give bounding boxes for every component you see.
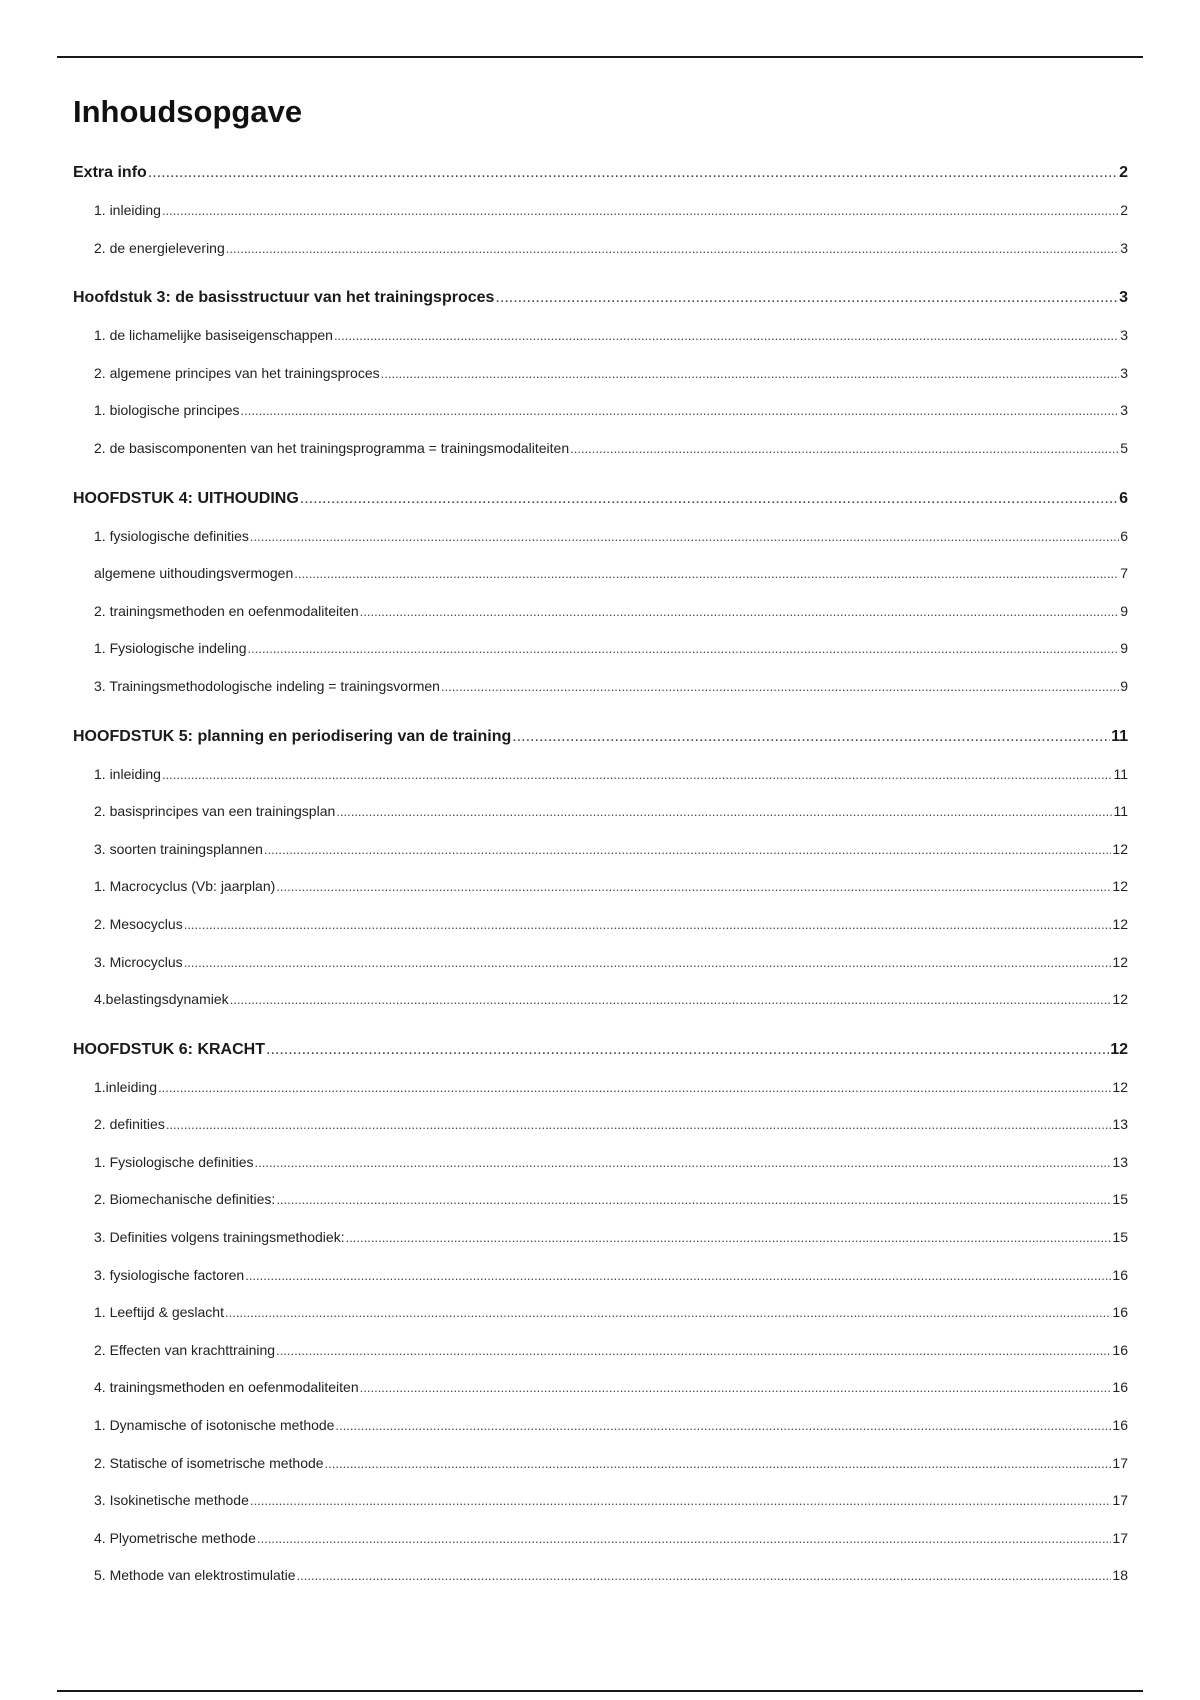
- toc-dot-leader: [266, 1031, 1109, 1069]
- toc-dot-leader: [381, 355, 1120, 393]
- toc-section-entry[interactable]: [73, 1332, 1128, 1370]
- toc-dot-leader: [276, 868, 1111, 906]
- toc-entry-page-number: 12: [1112, 953, 1128, 970]
- toc-section-entry[interactable]: [73, 1482, 1128, 1520]
- toc-dot-leader: [226, 230, 1119, 268]
- toc-dot-leader: [360, 593, 1120, 631]
- toc-section-entry[interactable]: [73, 1294, 1128, 1332]
- toc-entry-label: 4.belastingsdynamiek: [94, 991, 229, 1008]
- toc-entry-page-number: 16: [1112, 1266, 1128, 1283]
- toc-section-entry[interactable]: [73, 593, 1128, 631]
- toc-entry-label: 2. Effecten van krachttraining: [94, 1341, 276, 1358]
- toc-dot-leader: [248, 630, 1120, 668]
- toc-entry-page-number: 12: [1112, 1078, 1128, 1095]
- toc-entry-page-number: 3: [1120, 364, 1128, 381]
- toc-section-entry[interactable]: [73, 1445, 1128, 1483]
- toc-entry-page-number: 12: [1112, 915, 1128, 932]
- toc-entry-list: [73, 154, 1128, 1595]
- toc-dot-leader: [495, 279, 1118, 317]
- toc-entry-label: 1. Fysiologische definities: [94, 1153, 254, 1170]
- toc-section-entry[interactable]: [73, 793, 1128, 831]
- toc-dot-leader: [245, 1257, 1111, 1295]
- toc-section-entry[interactable]: [73, 430, 1128, 468]
- toc-entry-label: 2. de energielevering: [94, 239, 225, 256]
- toc-entry-page-number: 3: [1120, 239, 1128, 256]
- header-rule: [57, 56, 1143, 58]
- toc-dot-leader: [441, 668, 1119, 706]
- toc-section-entry[interactable]: [73, 1407, 1128, 1445]
- toc-dot-leader: [225, 1294, 1111, 1332]
- toc-dot-leader: [570, 430, 1119, 468]
- toc-section-entry[interactable]: [73, 831, 1128, 869]
- toc-entry-label: 1.inleiding: [94, 1078, 158, 1095]
- toc-dot-leader: [300, 480, 1118, 518]
- toc-dot-leader: [250, 1482, 1112, 1520]
- toc-dot-leader: [346, 1219, 1112, 1257]
- toc-dot-leader: [360, 1369, 1112, 1407]
- toc-entry-label: 1. inleiding: [94, 202, 161, 218]
- toc-entry-label: 4. trainingsmethoden en oefenmodaliteiten: [94, 1379, 359, 1396]
- toc-entry-page-number: 12: [1112, 840, 1128, 857]
- toc-dot-leader: [264, 831, 1112, 869]
- toc-entry-page-number: 13: [1112, 1116, 1128, 1133]
- toc-entry-page-number: 15: [1112, 1229, 1128, 1246]
- toc-entry-label: 3. fysiologische factoren: [94, 1266, 245, 1283]
- toc-entry-label: algemene uithoudingsvermogen: [94, 565, 294, 582]
- toc-section-entry[interactable]: [73, 1369, 1128, 1407]
- toc-dot-leader: [250, 518, 1119, 556]
- toc-entry-label: HOOFDSTUK 4: UITHOUDING: [73, 489, 299, 507]
- toc-dot-leader: [230, 981, 1112, 1019]
- toc-entry-label: 2. definities: [94, 1116, 165, 1133]
- toc-entry-page-number: 3: [1120, 402, 1128, 419]
- toc-entry-page-number: 6: [1119, 489, 1128, 507]
- toc-dot-leader: [162, 756, 1113, 794]
- toc-entry-page-number: 9: [1120, 602, 1128, 619]
- toc-entry-page-number: 16: [1112, 1304, 1128, 1321]
- toc-entry-page-number: 17: [1112, 1492, 1128, 1509]
- toc-section-entry[interactable]: [73, 1557, 1128, 1595]
- toc-section-entry[interactable]: [73, 192, 1128, 230]
- toc-entry-label: Extra info: [73, 164, 147, 181]
- toc-section-entry[interactable]: [73, 230, 1128, 268]
- toc-section-entry[interactable]: [73, 555, 1128, 593]
- toc-dot-leader: [294, 555, 1119, 593]
- toc-section-entry[interactable]: [73, 906, 1128, 944]
- toc-entry-label: 2. algemene principes van het trainingsproces: [94, 364, 380, 381]
- toc-section-entry[interactable]: [73, 392, 1128, 430]
- toc-section-entry[interactable]: [73, 668, 1128, 706]
- toc-entry-page-number: 12: [1110, 1040, 1128, 1058]
- toc-dot-leader: [255, 1144, 1112, 1182]
- toc-entry-page-number: 12: [1112, 991, 1128, 1008]
- table-of-contents: [73, 92, 1128, 1595]
- toc-section-entry[interactable]: [73, 630, 1128, 668]
- toc-entry-label: 5. Methode van elektrostimulatie: [94, 1567, 296, 1584]
- toc-entry-label: 1. fysiologische definities: [94, 527, 249, 544]
- toc-section-entry[interactable]: [73, 355, 1128, 393]
- toc-dot-leader: [325, 1445, 1112, 1483]
- footer-rule: [57, 1690, 1143, 1692]
- toc-entry-label: 3. soorten trainingsplannen: [94, 840, 263, 857]
- toc-entry-page-number: 17: [1112, 1454, 1128, 1471]
- toc-entry-page-number: 18: [1112, 1567, 1128, 1584]
- toc-entry-page-number: 9: [1120, 640, 1128, 657]
- toc-entry-page-number: 16: [1112, 1341, 1128, 1358]
- toc-dot-leader: [276, 1332, 1111, 1370]
- toc-entry-page-number: 15: [1112, 1191, 1128, 1208]
- toc-section-entry[interactable]: [73, 518, 1128, 556]
- toc-entry-page-number: 6: [1120, 527, 1128, 544]
- toc-dot-leader: [241, 392, 1120, 430]
- toc-section-entry[interactable]: [73, 1069, 1128, 1107]
- toc-section-entry[interactable]: [73, 317, 1128, 355]
- toc-chapter-entry[interactable]: [73, 279, 1128, 317]
- toc-entry-page-number: 3: [1120, 327, 1128, 344]
- toc-section-entry[interactable]: [73, 1144, 1128, 1182]
- toc-entry-page-number: 12: [1112, 878, 1128, 895]
- toc-entry-page-number: 17: [1112, 1529, 1128, 1546]
- toc-entry-page-number: 11: [1113, 765, 1128, 782]
- toc-dot-leader: [158, 1069, 1111, 1107]
- toc-dot-leader: [297, 1557, 1112, 1595]
- toc-dot-leader: [166, 1106, 1112, 1144]
- toc-dot-leader: [184, 906, 1112, 944]
- toc-entry-page-number: 5: [1120, 439, 1128, 456]
- toc-entry-page-number: 3: [1119, 289, 1128, 307]
- toc-dot-leader: [512, 718, 1110, 756]
- toc-entry-label: 2. trainingsmethoden en oefenmodaliteiten: [94, 602, 359, 619]
- toc-section-entry[interactable]: [73, 1106, 1128, 1144]
- toc-entry-page-number: 2: [1119, 164, 1128, 181]
- toc-section-entry[interactable]: [73, 944, 1128, 982]
- toc-entry-label: 4. Plyometrische methode: [94, 1529, 256, 1546]
- toc-dot-leader: [335, 1407, 1111, 1445]
- toc-entry-label: 2. de basiscomponenten van het trainingsprogramma = trainingsmodaliteiten: [94, 439, 570, 456]
- toc-section-entry[interactable]: [73, 1520, 1128, 1558]
- toc-dot-leader: [257, 1520, 1112, 1558]
- toc-section-entry[interactable]: [73, 1257, 1128, 1295]
- toc-entry-page-number: 11: [1111, 727, 1128, 745]
- toc-entry-label: 3. Trainingsmethodologische indeling = trainingsvormen: [94, 677, 440, 694]
- toc-entry-page-number: 16: [1112, 1417, 1128, 1434]
- toc-title: Inhoudsopgave: [73, 94, 303, 129]
- toc-entry-label: 2. Mesocyclus: [94, 915, 183, 932]
- toc-chapter-entry[interactable]: [73, 1031, 1128, 1069]
- toc-chapter-entry[interactable]: [73, 718, 1128, 756]
- toc-entry-label: 1. inleiding: [94, 765, 161, 782]
- toc-entry-page-number: 11: [1113, 803, 1128, 820]
- toc-entry-label: 3. Isokinetische methode: [94, 1492, 249, 1509]
- toc-section-entry[interactable]: [73, 756, 1128, 794]
- toc-entry-label: 1. Macrocyclus (Vb: jaarplan): [94, 878, 276, 895]
- toc-entry-label: 3. Definities volgens trainingsmethodiek:: [94, 1229, 345, 1246]
- toc-entry-label: 1. de lichamelijke basiseigenschappen: [94, 327, 333, 344]
- toc-section-entry[interactable]: [73, 1219, 1128, 1257]
- toc-entry-label: 3. Microcyclus: [94, 953, 183, 970]
- toc-entry-label: 1. Fysiologische indeling: [94, 640, 247, 657]
- toc-entry-label: 1. biologische principes: [94, 402, 240, 419]
- toc-entry-label: 2. Statische of isometrische methode: [94, 1454, 324, 1471]
- toc-dot-leader: [334, 317, 1119, 355]
- toc-entry-label: Hoofdstuk 3: de basisstructuur van het trainingsproces: [73, 289, 495, 307]
- toc-entry-page-number: 2: [1120, 202, 1128, 218]
- toc-entry-label: 1. Dynamische of isotonische methode: [94, 1417, 335, 1434]
- toc-entry-page-number: 16: [1112, 1379, 1128, 1396]
- toc-entry-page-number: 13: [1112, 1153, 1128, 1170]
- toc-dot-leader: [148, 154, 1118, 192]
- toc-entry-label: 2. Biomechanische definities:: [94, 1191, 276, 1208]
- toc-section-entry[interactable]: [73, 1181, 1128, 1219]
- toc-section-entry[interactable]: [73, 981, 1128, 1019]
- toc-entry-page-number: 9: [1120, 677, 1128, 694]
- toc-dot-leader: [184, 944, 1112, 982]
- toc-entry-label: HOOFDSTUK 6: KRACHT: [73, 1040, 265, 1058]
- toc-section-entry[interactable]: [73, 868, 1128, 906]
- toc-dot-leader: [162, 192, 1119, 230]
- toc-chapter-entry[interactable]: [73, 480, 1128, 518]
- toc-chapter-entry[interactable]: [73, 154, 1128, 192]
- toc-dot-leader: [336, 793, 1112, 831]
- toc-dot-leader: [276, 1181, 1111, 1219]
- toc-entry-label: 2. basisprincipes van een trainingsplan: [94, 803, 336, 820]
- toc-entry-page-number: 7: [1120, 565, 1128, 582]
- toc-entry-label: HOOFDSTUK 5: planning en periodisering van de training: [73, 727, 512, 745]
- toc-entry-label: 1. Leeftijd & geslacht: [94, 1304, 224, 1321]
